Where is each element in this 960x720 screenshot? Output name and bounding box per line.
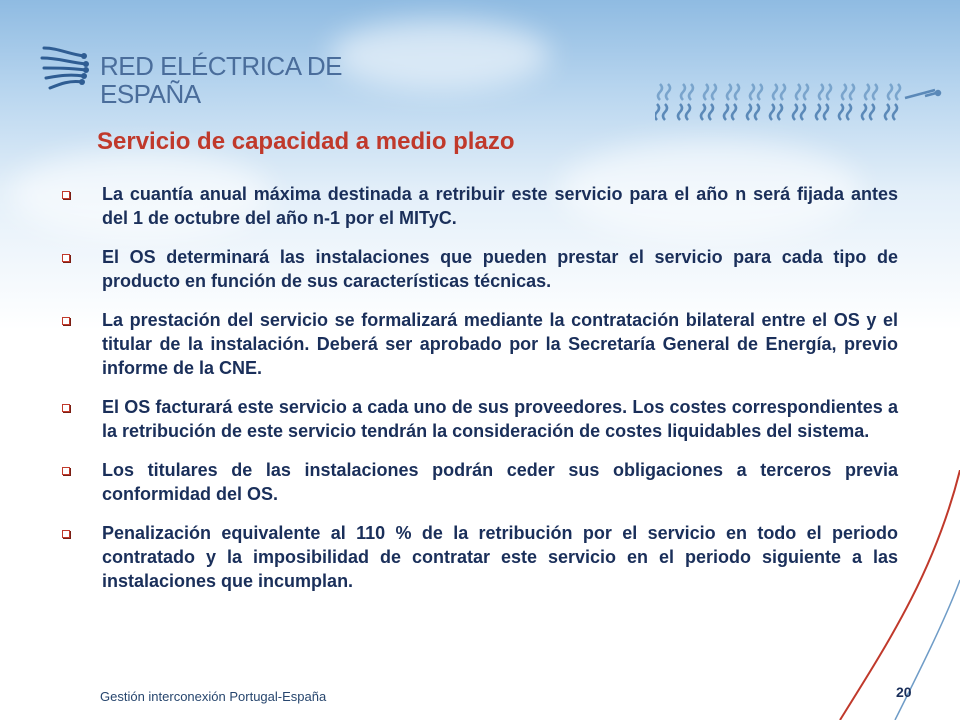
bullet-text: Los titulares de las instalaciones podrán ceder sus obligaciones a terceros previa conformidad del OS. (102, 460, 898, 504)
bullet-square-icon (62, 404, 70, 412)
bullet-item (60, 308, 898, 380)
page-number: 20 (896, 684, 912, 700)
brand-name (100, 52, 400, 108)
bullet-square-icon (62, 254, 70, 262)
bullet-text: La cuantía anual máxima destinada a retribuir este servicio para el año n será fijada antes del 1 de octubre del año n-1 por el MITyC. (102, 184, 898, 228)
bullet-square-icon (62, 317, 70, 325)
bullet-text: Penalización equivalente al 110 % de la retribución por el servicio en todo el periodo contratado y la imposibilidad de contratar este servicio en el periodo siguiente a las instalaciones que incumplan. (102, 523, 898, 591)
bullet-item (60, 182, 898, 230)
bullet-text: El OS facturará este servicio a cada uno de sus proveedores. Los costes correspondientes a la retribución de este servicio tendrán la consideración de costes liquidables del sistema. (102, 397, 898, 441)
footer-text: Gestión interconexión Portugal-España (100, 689, 327, 704)
bullet-square-icon (62, 191, 70, 199)
bullet-text: La prestación del servicio se formalizará mediante la contratación bilateral entre el OS y el titular de la instalación. Deberá ser aprobado por la Secretaría General de Energía, previo informe de la CNE. (102, 310, 898, 378)
red-electrica-logo-icon (38, 40, 94, 100)
bullet-text: El OS determinará las instalaciones que pueden prestar el servicio para cada tipo de producto en función de sus características técnicas. (102, 247, 898, 291)
brand-line-1: RED ELÉCTRICA DE (100, 51, 342, 81)
slide-title: Servicio de capacidad a medio plazo (97, 128, 515, 155)
decorative-curves (720, 470, 960, 720)
bullet-item (60, 395, 898, 443)
brand-line-2: ESPAÑA (100, 79, 201, 109)
bullet-square-icon (62, 467, 70, 475)
bullet-item (60, 245, 898, 293)
power-tower-row-illustration (655, 74, 955, 134)
bullet-square-icon (62, 530, 70, 538)
